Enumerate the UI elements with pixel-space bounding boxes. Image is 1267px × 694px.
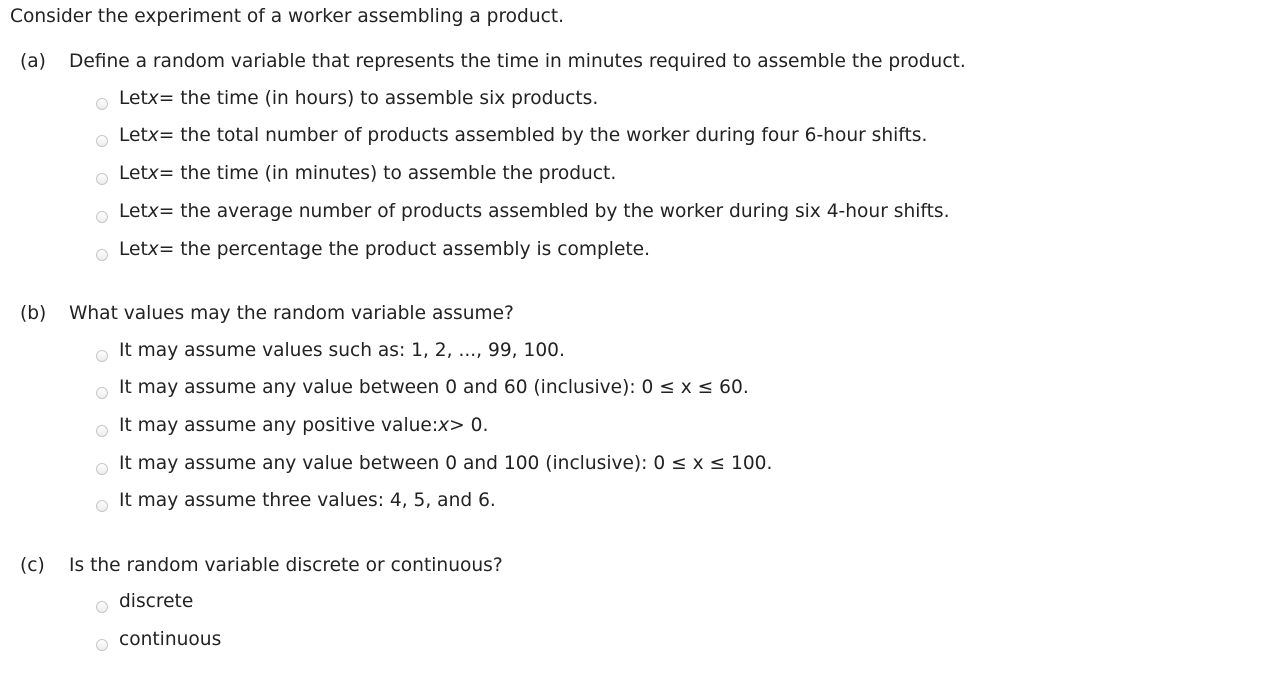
radio-button[interactable] — [96, 500, 108, 512]
option-text: It may assume any value between 0 and 100 (inclusive): 0 ≤ x ≤ 100. — [119, 453, 773, 474]
radio-button[interactable] — [96, 249, 108, 261]
radio-option[interactable] — [96, 125, 927, 147]
option-text: Let — [119, 201, 148, 222]
option-text: It may assume any value between 0 and 60 (inclusive): 0 ≤ x ≤ 60. — [119, 377, 749, 398]
option-text: It may assume any positive value: — [119, 415, 439, 436]
radio-button[interactable] — [96, 601, 108, 613]
variable: x — [438, 415, 450, 436]
option-text: = the time (in hours) to assemble six products. — [158, 88, 599, 109]
variable: x — [147, 125, 159, 146]
radio-button[interactable] — [96, 425, 108, 437]
radio-button[interactable] — [96, 173, 108, 185]
radio-button[interactable] — [96, 387, 108, 399]
option-text: Let — [119, 239, 148, 260]
radio-option[interactable] — [96, 490, 496, 512]
variable: x — [147, 88, 159, 109]
question-text: Define a random variable that represents the time in minutes required to assemble the product. — [69, 51, 966, 72]
variable: x — [147, 163, 159, 184]
radio-option[interactable] — [96, 415, 488, 437]
radio-button[interactable] — [96, 135, 108, 147]
radio-button[interactable] — [96, 463, 108, 475]
option-text: Let — [119, 163, 148, 184]
option-text: = the average number of products assembled by the worker during six 4-hour shifts. — [158, 201, 950, 222]
question-label: (c) — [20, 555, 45, 576]
radio-option[interactable] — [96, 377, 749, 399]
question-label: (b) — [20, 303, 47, 324]
option-text: = the percentage the product assembly is complete. — [158, 239, 651, 260]
option-text: continuous — [119, 629, 222, 650]
option-text: > 0. — [449, 415, 489, 436]
option-text: = the time (in minutes) to assemble the product. — [158, 163, 617, 184]
radio-option[interactable] — [96, 201, 950, 223]
option-text: discrete — [119, 591, 194, 612]
option-text: = the total number of products assembled by the worker during four 6-hour shifts. — [158, 125, 928, 146]
question-label: (a) — [20, 51, 46, 72]
radio-button[interactable] — [96, 639, 108, 651]
radio-option[interactable] — [96, 629, 221, 651]
radio-option[interactable] — [96, 340, 565, 362]
radio-option[interactable] — [96, 239, 650, 261]
question-text: Is the random variable discrete or continuous? — [69, 555, 503, 576]
radio-option[interactable] — [96, 88, 598, 110]
radio-button[interactable] — [96, 98, 108, 110]
option-text: Let — [119, 88, 148, 109]
question-text: What values may the random variable assume? — [69, 303, 514, 324]
variable: x — [147, 201, 159, 222]
radio-option[interactable] — [96, 591, 193, 613]
radio-button[interactable] — [96, 211, 108, 223]
radio-button[interactable] — [96, 350, 108, 362]
radio-option[interactable] — [96, 453, 772, 475]
option-text: It may assume values such as: 1, 2, ..., 99, 100. — [119, 340, 565, 361]
option-text: Let — [119, 125, 148, 146]
radio-option[interactable] — [96, 163, 616, 185]
variable: x — [147, 239, 159, 260]
problem-intro: Consider the experiment of a worker assembling a product. — [10, 6, 565, 27]
option-text: It may assume three values: 4, 5, and 6. — [119, 490, 496, 511]
